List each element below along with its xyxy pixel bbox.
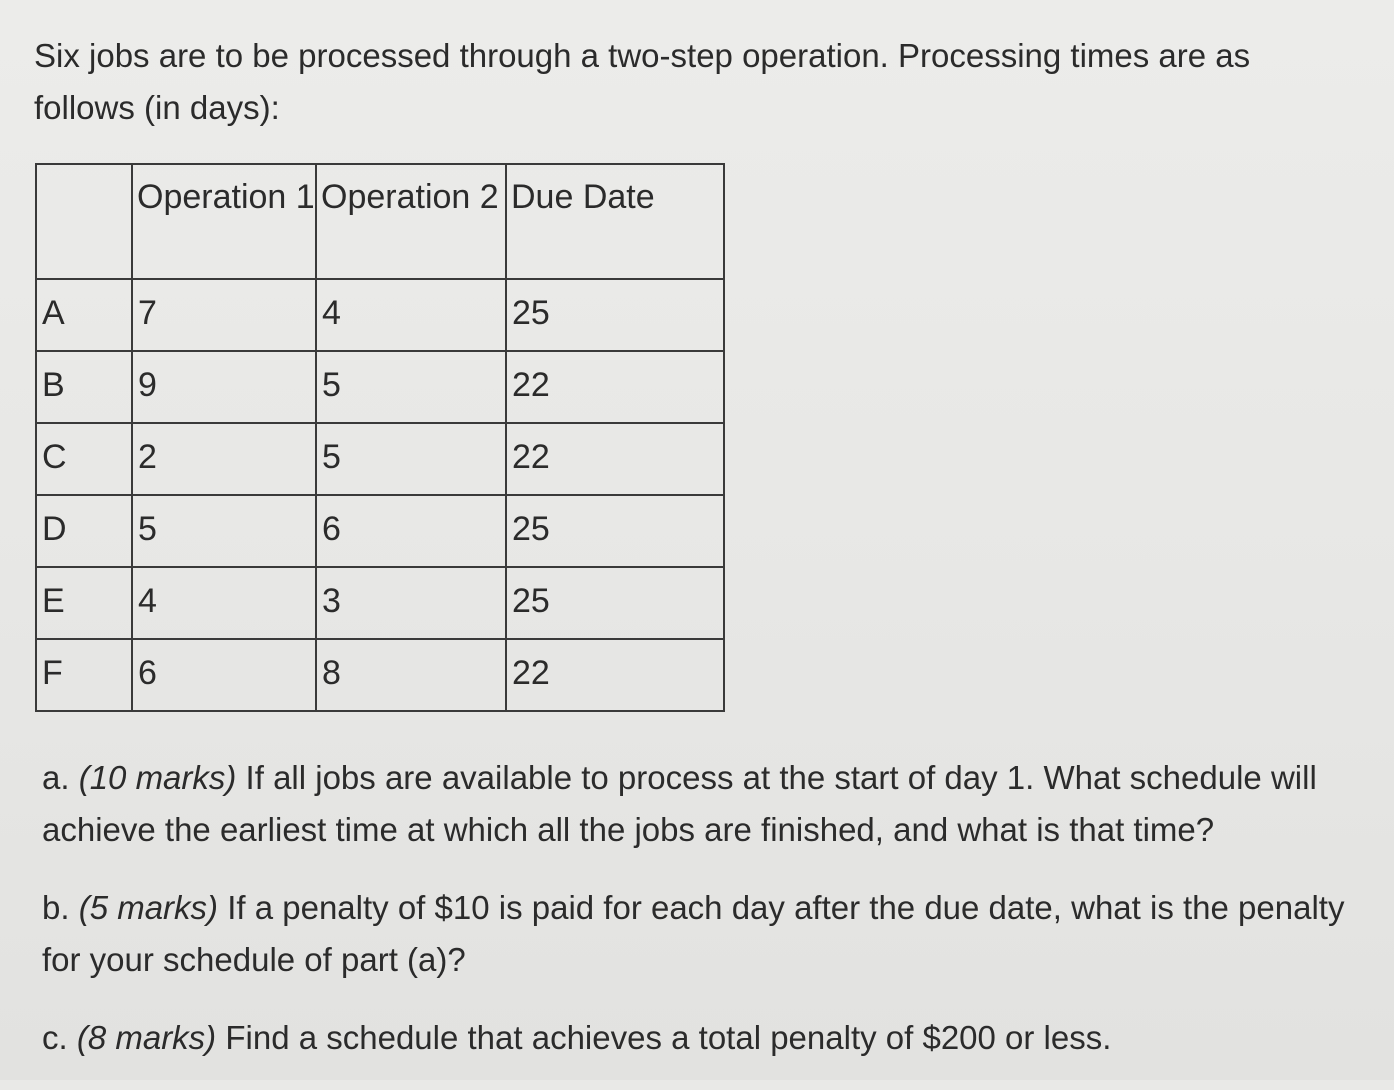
table-row <box>36 495 724 567</box>
cell-job: B <box>36 351 132 423</box>
header-operation-1: Operation 1 <box>132 164 316 279</box>
question-a <box>42 752 1382 856</box>
cell-op1: 4 <box>132 567 316 639</box>
cell-job: E <box>36 567 132 639</box>
header-job <box>36 164 132 279</box>
table-row <box>36 423 724 495</box>
cell-op2: 5 <box>316 351 506 423</box>
cell-due: 25 <box>506 495 724 567</box>
question-marks: (8 marks) <box>76 1019 217 1056</box>
header-due-date: Due Date <box>506 164 724 279</box>
cell-due: 22 <box>506 351 724 423</box>
question-prefix: c. <box>42 1019 77 1056</box>
table-row <box>36 279 724 351</box>
cell-job: A <box>36 279 132 351</box>
cell-due: 25 <box>506 279 724 351</box>
cell-op1: 2 <box>132 423 316 495</box>
cell-op1: 6 <box>132 639 316 711</box>
question-marks: (5 marks) <box>78 889 219 926</box>
question-prefix: a. <box>42 759 79 796</box>
question-prefix: b. <box>42 889 79 926</box>
cell-job: D <box>36 495 132 567</box>
question-c <box>42 1012 1382 1064</box>
table-row <box>36 567 724 639</box>
cell-due: 22 <box>506 423 724 495</box>
table-header-row <box>36 164 724 279</box>
table-row <box>36 351 724 423</box>
question-marks: (10 marks) <box>78 759 237 796</box>
table-row <box>36 639 724 711</box>
cell-op1: 5 <box>132 495 316 567</box>
cell-op2: 5 <box>316 423 506 495</box>
header-operation-2: Operation 2 <box>316 164 506 279</box>
question-b <box>42 882 1382 986</box>
question-text: Find a schedule that achieves a total penalty of $200 or less. <box>216 1019 1112 1056</box>
question-text: If a penalty of $10 is paid for each day after the due date, what is the penalty for your schedule of part (a)? <box>42 889 1345 978</box>
intro-text: Six jobs are to be processed through a two-step operation. Processing times are as follows (in days): <box>34 37 1251 126</box>
cell-job: C <box>36 423 132 495</box>
cell-op1: 9 <box>132 351 316 423</box>
cell-job: F <box>36 639 132 711</box>
questions-list <box>42 752 1382 1090</box>
cell-op1: 7 <box>132 279 316 351</box>
cell-op2: 4 <box>316 279 506 351</box>
cell-op2: 3 <box>316 567 506 639</box>
cell-due: 25 <box>506 567 724 639</box>
cell-due: 22 <box>506 639 724 711</box>
cell-op2: 6 <box>316 495 506 567</box>
cell-op2: 8 <box>316 639 506 711</box>
question-text: If all jobs are available to process at the start of day 1. What schedule will achieve the earliest time at which all the jobs are finished, and what is that time? <box>42 759 1317 848</box>
processing-times-table <box>35 163 725 712</box>
